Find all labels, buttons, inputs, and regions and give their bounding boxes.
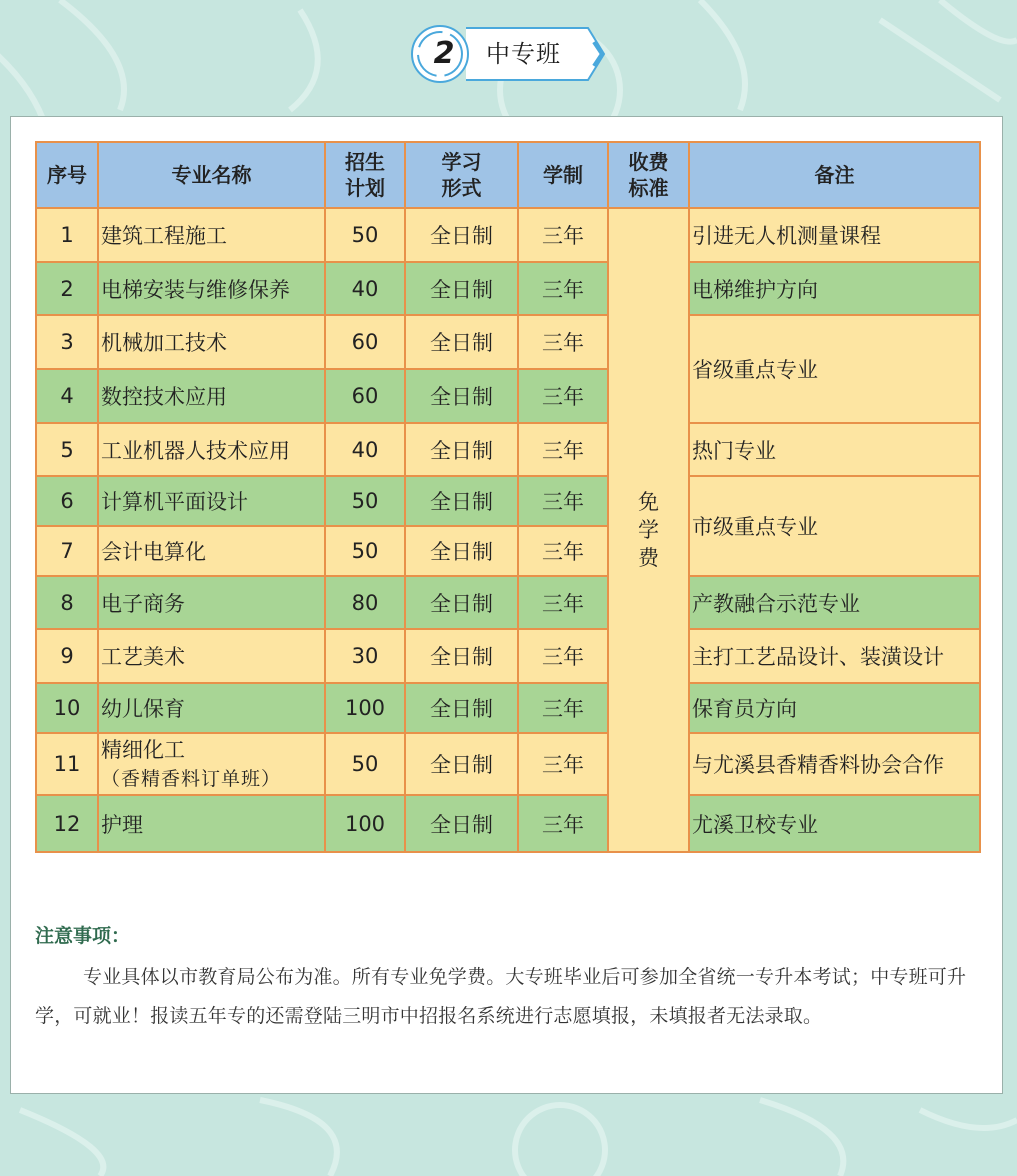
cell-name: 电子商务: [98, 576, 325, 629]
cell-plan: 50: [325, 476, 405, 526]
cell-name: 计算机平面设计: [98, 476, 325, 526]
cell-remark: 保育员方向: [689, 683, 980, 733]
cell-plan: 60: [325, 369, 405, 423]
cell-seq: 5: [36, 423, 98, 476]
cell-system: 三年: [518, 315, 608, 369]
cell-seq: 2: [36, 262, 98, 315]
cell-fee: 免 学 费: [608, 208, 689, 852]
cell-seq: 8: [36, 576, 98, 629]
cell-system: 三年: [518, 795, 608, 852]
table-row: [36, 795, 980, 852]
cell-remark: 主打工艺品设计、装潢设计: [689, 629, 980, 683]
cell-remark: 省级重点专业: [689, 315, 980, 423]
cell-system: 三年: [518, 576, 608, 629]
cell-form: 全日制: [405, 208, 518, 262]
cell-seq: 4: [36, 369, 98, 423]
cell-remark: 引进无人机测量课程: [689, 208, 980, 262]
cell-name: 会计电算化: [98, 526, 325, 576]
cell-plan: 50: [325, 526, 405, 576]
header-plan: 招生 计划: [325, 142, 405, 208]
table-row: [36, 423, 980, 476]
cell-remark: 电梯维护方向: [689, 262, 980, 315]
cell-form: 全日制: [405, 476, 518, 526]
cell-system: 三年: [518, 476, 608, 526]
cell-seq: 9: [36, 629, 98, 683]
cell-plan: 80: [325, 576, 405, 629]
cell-plan: 40: [325, 262, 405, 315]
cell-seq: 6: [36, 476, 98, 526]
header-system: 学制: [518, 142, 608, 208]
header-name: 专业名称: [98, 142, 325, 208]
cell-form: 全日制: [405, 795, 518, 852]
table-row: [36, 262, 980, 315]
content-card: [10, 116, 1003, 1094]
cell-form: 全日制: [405, 526, 518, 576]
cell-name: 数控技术应用: [98, 369, 325, 423]
header-fee: 收费 标准: [608, 142, 689, 208]
cell-form: 全日制: [405, 315, 518, 369]
cell-remark: 热门专业: [689, 423, 980, 476]
header-form: 学习 形式: [405, 142, 518, 208]
table-row: [36, 733, 980, 795]
cell-plan: 50: [325, 733, 405, 795]
table-row: [36, 576, 980, 629]
cell-plan: 100: [325, 795, 405, 852]
cell-form: 全日制: [405, 733, 518, 795]
cell-form: 全日制: [405, 423, 518, 476]
cell-name: 电梯安装与维修保养: [98, 262, 325, 315]
cell-system: 三年: [518, 423, 608, 476]
section-title: 中专班: [486, 40, 561, 68]
cell-seq: 11: [36, 733, 98, 795]
table-row: [36, 629, 980, 683]
header-seq: 序号: [36, 142, 98, 208]
program-table: [35, 141, 981, 853]
cell-remark: 产教融合示范专业: [689, 576, 980, 629]
cell-system: 三年: [518, 629, 608, 683]
cell-system: 三年: [518, 262, 608, 315]
cell-name: 建筑工程施工: [98, 208, 325, 262]
cell-system: 三年: [518, 683, 608, 733]
cell-seq: 10: [36, 683, 98, 733]
cell-name: 护理: [98, 795, 325, 852]
cell-form: 全日制: [405, 683, 518, 733]
cell-form: 全日制: [405, 262, 518, 315]
cell-form: 全日制: [405, 369, 518, 423]
cell-name: 幼儿保育: [98, 683, 325, 733]
cell-remark: 与尤溪县香精香料协会合作: [689, 733, 980, 795]
cell-form: 全日制: [405, 576, 518, 629]
cell-seq: 12: [36, 795, 98, 852]
notes-title: 注意事项：: [35, 925, 131, 947]
cell-plan: 40: [325, 423, 405, 476]
cell-name: 机械加工技术: [98, 315, 325, 369]
table-row: [36, 476, 980, 526]
cell-remark: 尤溪卫校专业: [689, 795, 980, 852]
table-header-row: [36, 142, 980, 208]
cell-form: 全日制: [405, 629, 518, 683]
cell-seq: 1: [36, 208, 98, 262]
cell-system: 三年: [518, 208, 608, 262]
cell-plan: 60: [325, 315, 405, 369]
cell-system: 三年: [518, 526, 608, 576]
section-number: 2: [433, 36, 455, 71]
cell-system: 三年: [518, 733, 608, 795]
notes-section: [35, 917, 979, 1036]
table-row: [36, 315, 980, 369]
cell-name-sub: （香精香料订单班）: [101, 767, 282, 790]
table-row: [36, 208, 980, 262]
cell-system: 三年: [518, 369, 608, 423]
table-row: [36, 683, 980, 733]
cell-plan: 30: [325, 629, 405, 683]
cell-plan: 50: [325, 208, 405, 262]
cell-name: 工艺美术: [98, 629, 325, 683]
notes-body: 专业具体以市教育局公布为准。所有专业免学费。大专班毕业后可参加全省统一专升本考试；中专班可升学，可就业！报读五年专的还需登陆三明市中招报名系统进行志愿填报，未填报者无法录取。: [35, 966, 967, 1027]
cell-name: [98, 733, 325, 795]
header-remark: 备注: [689, 142, 980, 208]
cell-seq: 3: [36, 315, 98, 369]
cell-remark: 市级重点专业: [689, 476, 980, 576]
cell-name: 工业机器人技术应用: [98, 423, 325, 476]
cell-plan: 100: [325, 683, 405, 733]
section-badge: [408, 24, 608, 84]
cell-seq: 7: [36, 526, 98, 576]
cell-name-main: 精细化工: [101, 737, 185, 762]
